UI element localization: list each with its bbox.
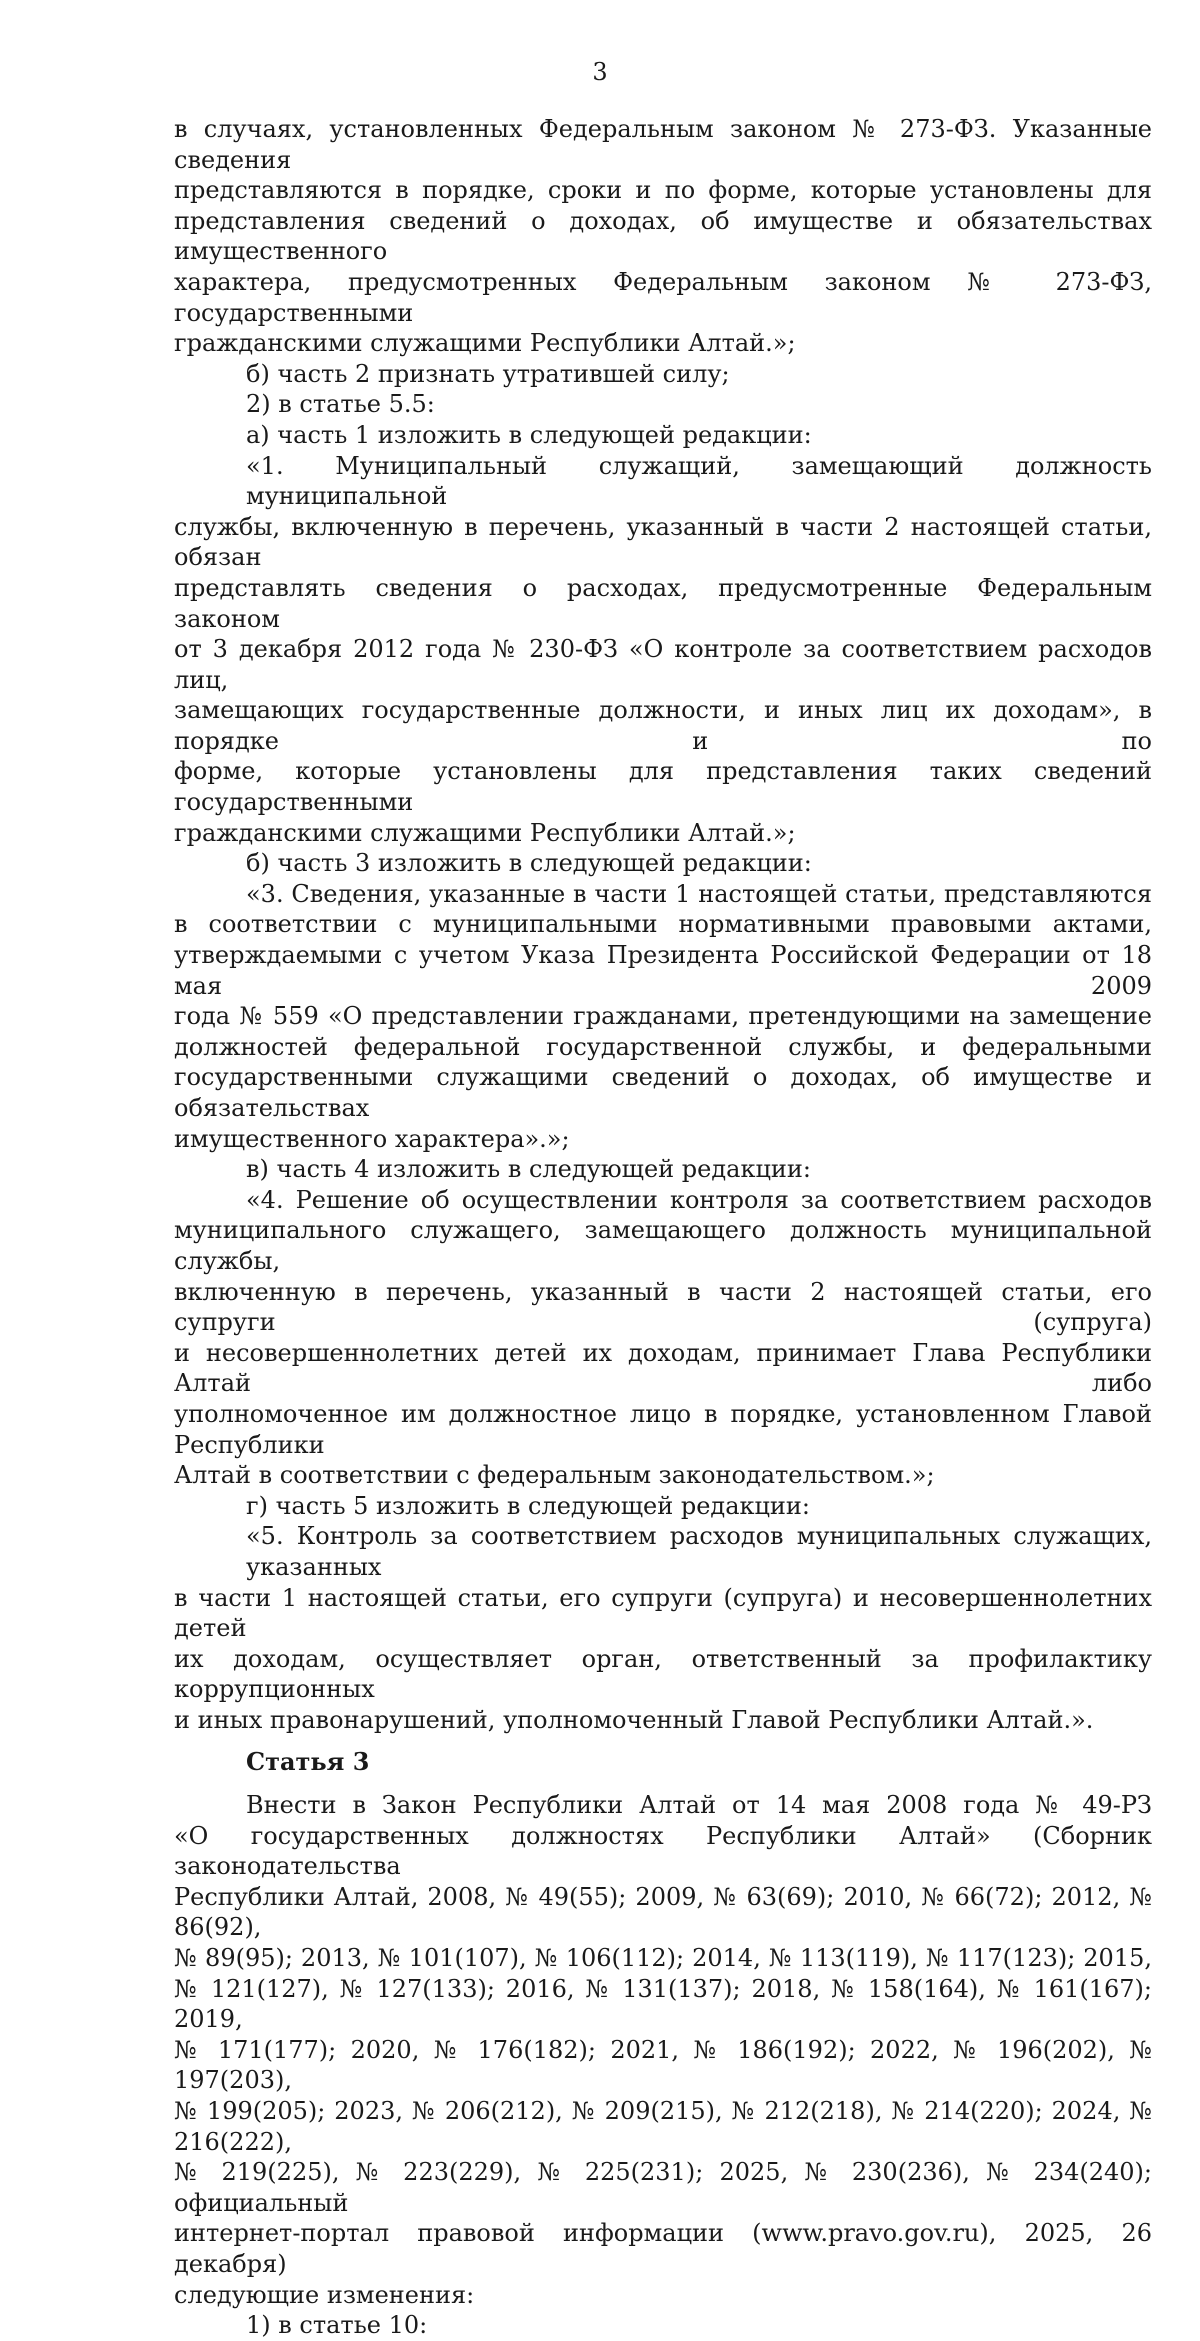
text-line: «3. Сведения, указанные в части 1 настоящей статьи, представляются <box>246 879 1152 908</box>
text-line: 1) в статье 10: <box>246 2311 428 2340</box>
text-line: их доходам, осуществляет орган, ответственный за профилактику коррупционных <box>174 1644 1152 1704</box>
paragraph <box>174 420 1152 451</box>
text-line: Республики Алтай, 2008, № 49(55); 2009, № 63(69); 2010, № 66(72); 2012, № 86(92), <box>174 1882 1152 1942</box>
text-line: Алтай в соответствии с федеральным законодательством.»; <box>174 1461 935 1490</box>
text-line: 2) в статье 5.5: <box>246 390 435 419</box>
text-line: муниципального служащего, замещающего должность муниципальной службы, <box>174 1216 1152 1275</box>
text-line: № 171(177); 2020, № 176(182); 2021, № 186(192); 2022, № 196(202), № 197(203), <box>174 2035 1152 2095</box>
text-line: № 89(95); 2013, № 101(107), № 106(112); 2014, № 113(119), № 117(123); 2015, <box>174 1944 1152 1973</box>
document-body <box>174 114 1152 2341</box>
paragraph <box>174 1491 1152 1522</box>
text-line: включенную в перечень, указанный в части 2 настоящей статьи, его супруги (супруга) <box>174 1277 1152 1337</box>
paragraph <box>174 1521 1152 1735</box>
text-line: имущественного характера».»; <box>174 1124 570 1153</box>
text-line: замещающих государственные должности, и иных лиц их доходам», в порядке и по <box>174 696 1152 755</box>
paragraph <box>174 451 1152 849</box>
text-line: следующие изменения: <box>174 2280 475 2309</box>
paragraph <box>174 389 1152 420</box>
text-line: в случаях, установленных Федеральным законом № 273-ФЗ. Указанные сведения <box>174 115 1152 174</box>
text-line: «5. Контроль за соответствием расходов муниципальных служащих, указанных <box>246 1522 1152 1581</box>
text-line: и несовершеннолетних детей их доходам, принимает Глава Республики Алтай либо <box>174 1338 1152 1398</box>
paragraph <box>174 1790 1152 2310</box>
paragraph <box>174 1154 1152 1185</box>
text-line: Внести в Закон Республики Алтай от 14 мая 2008 года № 49-РЗ <box>246 1791 1152 1820</box>
article-heading: Статья 3 <box>246 1747 370 1777</box>
paragraph <box>174 1185 1152 1491</box>
text-line: «1. Муниципальный служащий, замещающий должность муниципальной <box>246 451 1152 511</box>
text-line: а) часть 1 изложить в следующей редакции: <box>246 420 812 449</box>
text-line: № 219(225), № 223(229), № 225(231); 2025, № 230(236), № 234(240); официальный <box>174 2158 1152 2217</box>
text-line: б) часть 2 признать утратившей силу; <box>246 359 730 388</box>
text-line: форме, которые установлены для представления таких сведений государственными <box>174 757 1152 817</box>
text-line: представляются в порядке, сроки и по форме, которые установлены для <box>174 176 1152 205</box>
text-line: «4. Решение об осуществлении контроля за соответствием расходов <box>246 1185 1152 1214</box>
text-line: службы, включенную в перечень, указанный в части 2 настоящей статьи, обязан <box>174 512 1152 572</box>
paragraph <box>174 848 1152 879</box>
paragraph <box>174 359 1152 390</box>
text-line: должностей федеральной государственной службы, и федеральными <box>174 1032 1152 1061</box>
text-line: г) часть 5 изложить в следующей редакции: <box>246 1491 811 1520</box>
text-line: в части 1 настоящей статьи, его супруги (супруга) и несовершеннолетних детей <box>174 1583 1152 1643</box>
text-line: б) часть 3 изложить в следующей редакции: <box>246 849 812 878</box>
text-line: гражданскими служащими Республики Алтай.»; <box>174 818 796 847</box>
paragraph <box>174 2310 1152 2341</box>
paragraph <box>174 114 1152 359</box>
text-line: в соответствии с муниципальными нормативными правовыми актами, <box>174 910 1152 939</box>
text-line: гражданскими служащими Республики Алтай.»; <box>174 329 796 358</box>
text-line: от 3 декабря 2012 года № 230-ФЗ «О контроле за соответствием расходов лиц, <box>174 635 1152 694</box>
text-line: «О государственных должностях Республики Алтай» (Сборник законодательства <box>174 1821 1152 1881</box>
text-line: № 199(205); 2023, № 206(212), № 209(215), № 212(218), № 214(220); 2024, № 216(222), <box>174 2097 1152 2156</box>
page-number: 3 <box>592 58 608 86</box>
text-line: государственными служащими сведений о доходах, об имуществе и обязательствах <box>174 1063 1152 1122</box>
paragraph <box>174 879 1152 1154</box>
text-line: и иных правонарушений, уполномоченный Главой Республики Алтай.». <box>174 1705 1094 1734</box>
text-line: характера, предусмотренных Федеральным законом № 273-ФЗ, государственными <box>174 267 1152 327</box>
text-line: уполномоченное им должностное лицо в порядке, установленном Главой Республики <box>174 1399 1152 1459</box>
text-line: интернет-портал правовой информации (www.pravo.gov.ru), 2025, 26 декабря) <box>174 2219 1152 2278</box>
text-line: в) часть 4 изложить в следующей редакции: <box>246 1155 811 1184</box>
text-line: представления сведений о доходах, об имуществе и обязательствах имущественного <box>174 206 1152 266</box>
text-line: утверждаемыми с учетом Указа Президента Российской Федерации от 18 мая 2009 <box>174 941 1152 1000</box>
text-line: года № 559 «О представлении гражданами, претендующими на замещение <box>174 1002 1152 1031</box>
text-line: представлять сведения о расходах, предусмотренные Федеральным законом <box>174 573 1152 633</box>
text-line: № 121(127), № 127(133); 2016, № 131(137); 2018, № 158(164), № 161(167); 2019, <box>174 1974 1152 2034</box>
